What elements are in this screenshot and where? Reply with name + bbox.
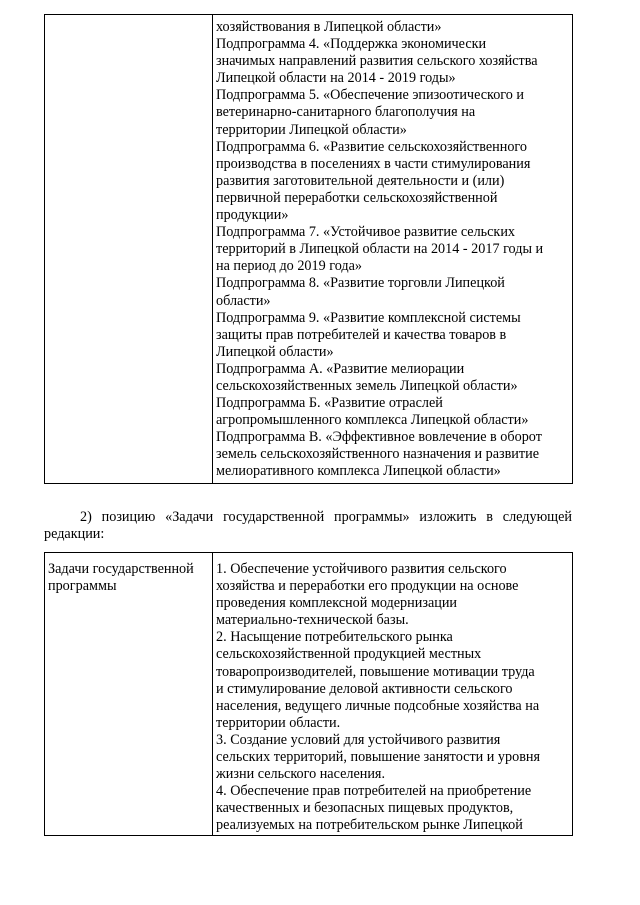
text-line: агропромышленного комплекса Липецкой области» xyxy=(216,412,529,429)
text-line: производства в поселениях в части стимулирования xyxy=(216,155,531,172)
tasks-content-cell xyxy=(213,553,573,836)
text-line: мелиоративного комплекса Липецкой области» xyxy=(216,463,501,480)
text-line: Подпрограмма 8. «Развитие торговли Липецкой xyxy=(216,275,505,292)
text-line: Подпрограмма 9. «Развитие комплексной системы xyxy=(216,309,521,326)
text-line: Подпрограмма 6. «Развитие сельскохозяйственного xyxy=(216,138,527,155)
text-line: населения, ведущего личные подсобные хозяйства на xyxy=(216,697,540,714)
text-line: 3. Создание условий для устойчивого развития xyxy=(216,731,501,748)
text-line: территории Липецкой области» xyxy=(216,121,407,138)
text-line: материально-технической базы. xyxy=(216,612,409,629)
text-line: территории области. xyxy=(216,714,341,731)
text-line: ветеринарно-санитарного благополучия на xyxy=(216,104,476,121)
text-line: Подпрограмма В. «Эффективное вовлечение в оборот xyxy=(216,429,542,446)
text-line: Подпрограмма 4. «Поддержка экономически xyxy=(216,36,487,53)
text-line: Подпрограмма А. «Развитие мелиорации xyxy=(216,360,465,377)
text-line: Подпрограмма 5. «Обеспечение эпизоотического и xyxy=(216,87,524,104)
table-row xyxy=(45,15,573,484)
text-line: и стимулирование деловой активности сельского xyxy=(216,680,513,697)
text-line: сельских территорий, повышение занятости и уровня xyxy=(216,749,541,766)
text-line: 1. Обеспечение устойчивого развития сельского xyxy=(216,561,507,577)
text-line: значимых направлений развития сельского хозяйства xyxy=(216,53,538,70)
text-line: Подпрограмма 7. «Устойчивое развитие сельских xyxy=(216,224,516,241)
text-line: земель сельскохозяйственного назначения и развитие xyxy=(216,446,539,463)
text-line: Подпрограмма Б. «Развитие отраслей xyxy=(216,395,443,412)
text-line: на период до 2019 года» xyxy=(216,258,363,275)
table-row xyxy=(45,553,573,836)
programs-table-continued xyxy=(44,14,573,484)
text-line: товаропроизводителей, повышение мотивации труда xyxy=(216,663,535,680)
text-line: продукции» xyxy=(216,207,289,224)
text-line: 2. Насыщение потребительского рынка xyxy=(216,629,453,646)
text-line: проведения комплексной модернизации xyxy=(216,595,458,612)
text-line: сельскохозяйственной продукцией местных xyxy=(216,646,482,663)
text-line: Липецкой области на 2014 - 2019 годы» xyxy=(216,70,456,87)
text-line: защиты прав потребителей и качества товаров в xyxy=(216,326,507,343)
text-line: хозяйствования в Липецкой области» xyxy=(216,19,442,35)
text-line: реализуемых на потребительском рынке Липецкой xyxy=(216,817,523,834)
text-line: 4. Обеспечение прав потребителей на приобретение xyxy=(216,783,532,800)
tasks-label-cell xyxy=(45,553,213,836)
text-line: Липецкой области» xyxy=(216,343,334,360)
subprograms-cell xyxy=(213,15,573,484)
text-line: качественных и безопасных пищевых продуктов, xyxy=(216,800,514,817)
text-line: области» xyxy=(216,292,271,309)
text-line: территорий в Липецкой области на 2014 - 2017 годы и xyxy=(216,241,544,258)
text-line: программы xyxy=(48,578,117,595)
paragraph-line: 2) позицию «Задачи государственной программы» изложить в следующей xyxy=(80,509,572,525)
text-line: сельскохозяйственных земель Липецкой области» xyxy=(216,377,518,394)
text-line: Задачи государственной xyxy=(48,561,194,577)
text-line: жизни сельского населения. xyxy=(216,766,386,783)
program-tasks-table xyxy=(44,552,573,836)
table-cell-empty-left xyxy=(45,15,213,484)
amendment-paragraph xyxy=(44,509,572,543)
text-line: хозяйства и переработки его продукции на основе xyxy=(216,578,519,595)
paragraph-line: редакции: xyxy=(44,526,105,543)
text-line: первичной переработки сельскохозяйственной xyxy=(216,189,498,206)
text-line: развития заготовительной деятельности и (или) xyxy=(216,172,505,189)
